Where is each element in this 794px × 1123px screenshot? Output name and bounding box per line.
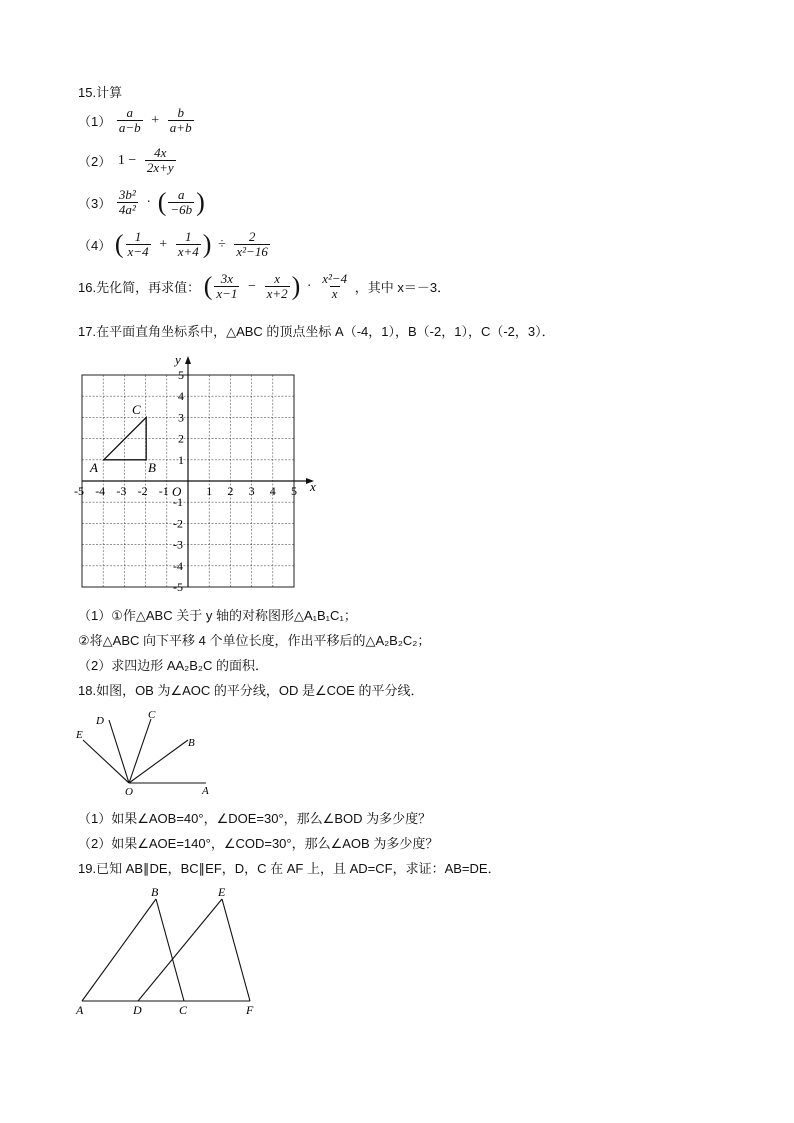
q15-item-4-frac-3: $\frac{2}{\text{x²−16}}$	[236, 229, 268, 259]
q16: 16.先化简，再求值： ( $\frac{3x}{x-1}$ − $\frac{x}{x+2}$ ) · $\frac{\text{x²−4}}{x}$ ，其中 x＝－3．	[78, 271, 451, 301]
q17-text: 17.在平面直角坐标系中，△ABC 的顶点坐标 A（-4，1），B（-2，1），C（-2，3）．	[78, 324, 555, 339]
q15-item-2-frac: $\frac{4x}{2x+y}$	[146, 145, 174, 175]
x-tick-label: -3	[116, 484, 127, 498]
x-tick-label: -5	[74, 484, 84, 498]
q17-sub2: （2）求四边形 AA₂B₂C 的面积．	[78, 658, 268, 673]
y-tick-label: -3	[173, 537, 183, 552]
coordinate-grid	[74, 350, 324, 595]
point-b-label: B	[148, 460, 156, 475]
y-tick-label: -4	[173, 558, 183, 573]
x-tick-label: 2	[227, 484, 234, 498]
q15-item-3-frac-2: $\frac{a}{-6b}$	[170, 187, 193, 217]
x-tick-label: 5	[291, 484, 297, 498]
label-e: E	[218, 885, 226, 899]
label-a: A	[76, 1003, 84, 1017]
q15-item-2-lead: 1 −	[117, 152, 137, 168]
q18-sub1: （1）如果∠AOB=40°，∠DOE=30°，那么∠BOD 为多少度？	[78, 811, 432, 826]
q15-item-1-frac-2: $\frac{b}{a+b}$	[169, 105, 192, 135]
q15-item-3: （3） $\frac{\text{3b²}}{\text{4a²}}$ · ( $\frac{a}{-6b}$ )	[78, 187, 205, 217]
q19-text: 19.已知 AB∥DE，BC∥EF，D，C 在 AF 上，且 AD=CF，求证：AB=DE．	[78, 861, 501, 876]
q15-item-4-label: （4）	[78, 238, 112, 253]
label-c: C	[148, 709, 156, 721]
label-d: D	[96, 715, 104, 727]
y-tick-label: 2	[178, 431, 184, 446]
q16-lead: 16.先化简，再求值：	[78, 280, 201, 295]
y-tick-label: 1	[178, 452, 184, 467]
q15-item-1-frac-1: $\frac{a}{a-b}$	[118, 105, 141, 135]
x-tick-label: 4	[269, 484, 276, 498]
q15-item-2	[78, 146, 178, 175]
q15-item-1-label: （1）	[78, 114, 112, 129]
q15-title: 15.计算	[78, 85, 123, 100]
x-tick-label: 1	[206, 484, 213, 498]
x-axis-label: x	[310, 479, 316, 494]
q15-item-1-op: +	[151, 112, 160, 128]
label-b: B	[188, 737, 195, 749]
y-tick-label: 5	[178, 368, 184, 382]
q16-tail: ，其中 x＝－3．	[354, 280, 451, 295]
q15-item-3-op: ·	[146, 194, 152, 210]
q16-frac-3: $\frac{\text{x²−4}}{x}$	[322, 271, 348, 301]
point-c-label: C	[132, 402, 141, 417]
q18-sub2: （2）如果∠AOE=140°，∠COD=30°，那么∠AOB 为多少度？	[78, 836, 439, 851]
y-tick-label: 3	[178, 410, 184, 425]
label-o: O	[125, 786, 133, 797]
label-c: C	[179, 1003, 188, 1017]
origin-label: O	[172, 484, 182, 499]
q18-text: 18.如图，OB 为∠AOC 的平分线，OD 是∠COE 的平分线．	[78, 683, 424, 698]
x-tick-label: -2	[137, 484, 148, 498]
q15-item-3-frac-1: $\frac{\text{3b²}}{\text{4a²}}$	[118, 187, 136, 217]
label-f: F	[246, 1003, 254, 1017]
triangles-diagram	[70, 882, 270, 1022]
angle-diagram	[74, 702, 224, 797]
x-tick-label: 3	[248, 484, 255, 498]
label-a: A	[202, 785, 209, 797]
q15-item-4-frac-2: $\frac{1}{x+4}$	[177, 229, 199, 259]
label-b: B	[151, 885, 159, 899]
q17-sub1: （1）①作△ABC 关于 y 轴的对称图形△A₁B₁C₁；	[78, 608, 357, 623]
label-d: D	[133, 1003, 142, 1017]
x-tick-label: -4	[95, 484, 106, 498]
y-tick-label: -5	[173, 580, 183, 594]
q16-frac-2: $\frac{x}{x+2}$	[266, 271, 288, 301]
q15-item-4: （4） ( $\frac{1}{x-4}$ + $\frac{1}{x+4}$ ) ÷ $\frac{2}{\text{x²−16}}$	[78, 229, 268, 259]
y-axis-label: y	[175, 352, 181, 367]
label-e: E	[76, 729, 83, 741]
y-tick-label: 4	[178, 389, 184, 404]
q15-item-4-frac-1: $\frac{1}{x-4}$	[127, 229, 149, 259]
q15-item-3-label: （3）	[78, 196, 112, 211]
y-tick-label: -1	[173, 495, 183, 510]
q15-item-1	[78, 106, 196, 135]
y-tick-label: -2	[173, 516, 183, 531]
x-tick-label: -1	[158, 484, 169, 498]
q15-item-2-label: （2）	[78, 154, 112, 169]
q17-sub1b: ②将△ABC 向下平移 4 个单位长度，作出平移后的△A₂B₂C₂；	[78, 633, 431, 648]
point-a-label: A	[90, 460, 98, 475]
q16-frac-1: $\frac{3x}{x-1}$	[216, 271, 238, 301]
